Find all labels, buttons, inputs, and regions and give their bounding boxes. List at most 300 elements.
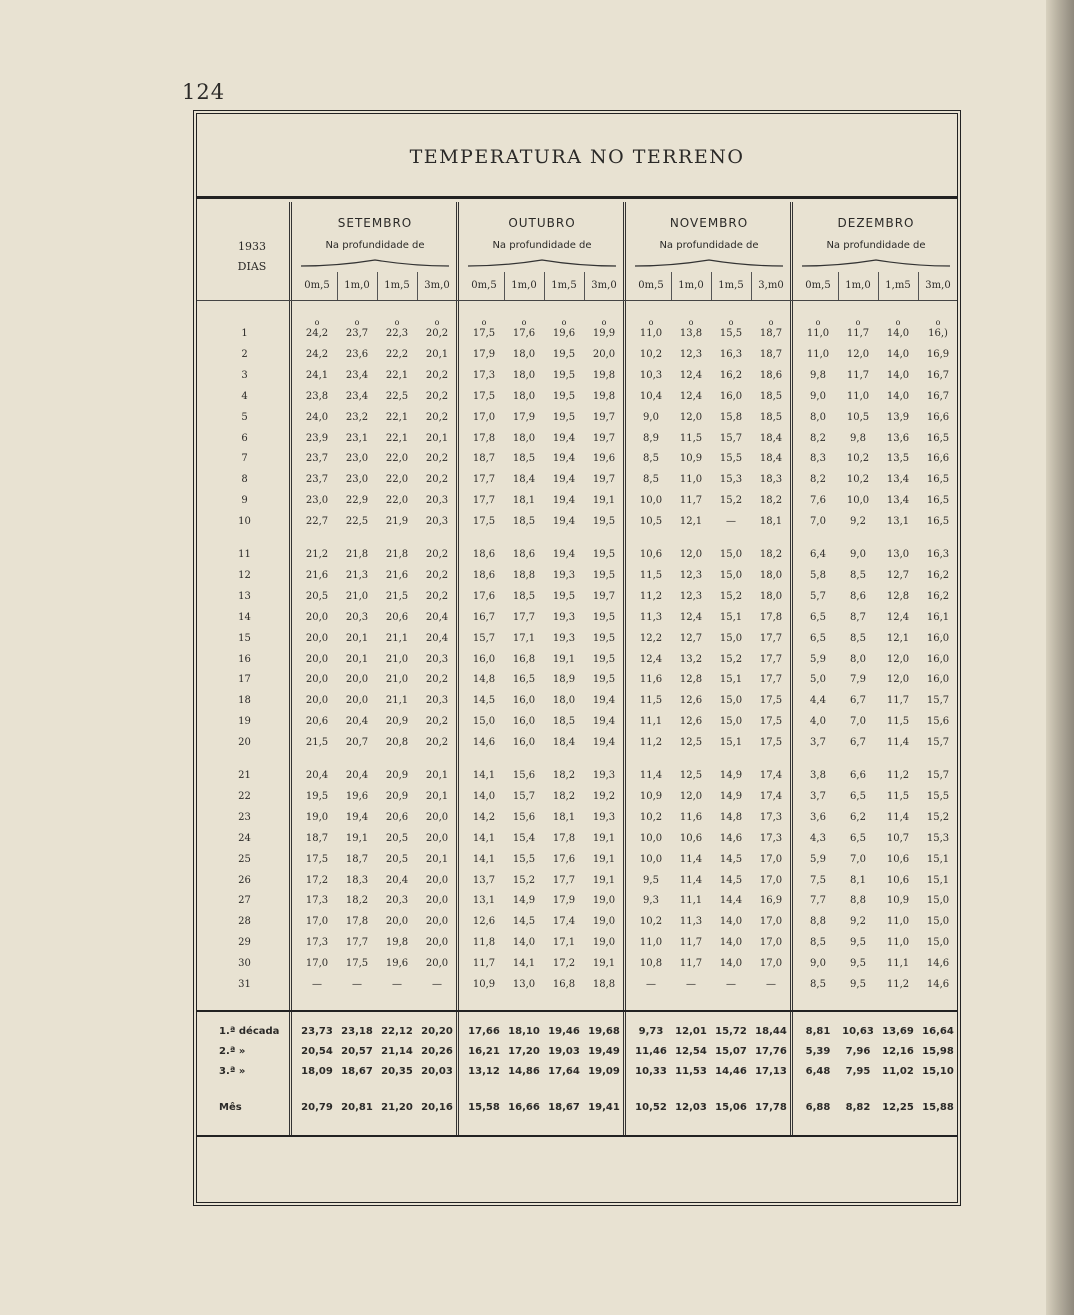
temperature-cell: 8,5 bbox=[850, 632, 866, 644]
temperature-cell: 10,6 bbox=[679, 832, 703, 844]
summary-cell: 18,10 bbox=[508, 1026, 540, 1037]
depth-label: 3m,0 bbox=[925, 280, 951, 291]
temperature-cell: 6,7 bbox=[850, 695, 866, 707]
temperature-cell: 19,5 bbox=[592, 674, 616, 686]
temperature-cell: 16,5 bbox=[926, 495, 950, 507]
degree-mark: o bbox=[895, 318, 901, 327]
summary-cell: 20,81 bbox=[341, 1102, 373, 1113]
temperature-cell: 21,0 bbox=[385, 674, 409, 686]
temperature-cell: 21,1 bbox=[385, 695, 409, 707]
temperature-cell: 18,1 bbox=[552, 811, 576, 823]
temperature-cell: 20,0 bbox=[305, 653, 329, 665]
temperature-cell: 14,8 bbox=[472, 674, 496, 686]
temperature-cell: 10,2 bbox=[846, 453, 870, 465]
temperature-cell: 19,1 bbox=[592, 958, 616, 970]
summary-cell: 19,03 bbox=[548, 1046, 580, 1057]
temperature-cell: 19,4 bbox=[592, 695, 616, 707]
temperature-cell: 7,5 bbox=[810, 874, 826, 886]
temperature-cell: 20,4 bbox=[425, 632, 449, 644]
summary-cell: 17,78 bbox=[755, 1102, 787, 1113]
temperature-cell: 14,6 bbox=[926, 979, 950, 990]
temperature-cell: 14,0 bbox=[886, 348, 910, 360]
temperature-cell: 12,0 bbox=[886, 674, 910, 686]
temperature-cell: 19,7 bbox=[592, 590, 616, 602]
day-number: 8 bbox=[241, 474, 248, 486]
temperature-cell: 10,6 bbox=[886, 874, 910, 886]
temperature-cell: 11,7 bbox=[472, 958, 496, 970]
temperature-cell: 17,3 bbox=[759, 832, 783, 844]
temperature-cell: 12,3 bbox=[679, 348, 703, 360]
temperature-cell: 17,7 bbox=[512, 611, 536, 623]
summary-cell: 11,46 bbox=[635, 1046, 667, 1057]
table-bottom-rule bbox=[197, 1135, 957, 1137]
temperature-cell: 23,0 bbox=[345, 474, 369, 486]
temperature-cell: 11,3 bbox=[639, 611, 663, 623]
temperature-cell: 16,5 bbox=[512, 674, 536, 686]
temperature-cell: 15,0 bbox=[719, 549, 743, 560]
temperature-cell: 17,5 bbox=[759, 716, 783, 728]
summary-cell: 6,48 bbox=[805, 1066, 831, 1077]
summary-cell: 12,54 bbox=[675, 1046, 707, 1057]
temperature-cell: 17,1 bbox=[512, 632, 536, 644]
temperature-cell: 12,2 bbox=[639, 632, 663, 644]
temperature-cell: 10,6 bbox=[886, 853, 910, 865]
temperature-cell: 9,5 bbox=[850, 937, 866, 949]
temperature-cell: 20,0 bbox=[425, 832, 449, 844]
temperature-cell: 15,5 bbox=[926, 790, 950, 802]
temperature-cell: 15,0 bbox=[719, 632, 743, 644]
depth-label: 3m,0 bbox=[424, 280, 450, 291]
temperature-cell: 20,4 bbox=[305, 770, 329, 781]
summary-cell: 7,96 bbox=[845, 1046, 871, 1057]
temperature-cell: 4,4 bbox=[810, 695, 826, 707]
day-number: 13 bbox=[238, 590, 251, 602]
temperature-cell: 22,1 bbox=[385, 432, 409, 444]
temperature-cell: 16,0 bbox=[512, 716, 536, 728]
summary-cell: 22,12 bbox=[381, 1026, 413, 1037]
temperature-cell: 18,6 bbox=[472, 549, 496, 560]
temperature-cell: 17,9 bbox=[472, 348, 496, 360]
temperature-cell: 15,1 bbox=[719, 611, 743, 623]
temperature-cell: 17,7 bbox=[472, 495, 496, 507]
depth-label: 0m,5 bbox=[638, 280, 664, 291]
temperature-cell: 12,6 bbox=[679, 695, 703, 707]
temperature-cell: 13,6 bbox=[886, 432, 910, 444]
degree-mark: o bbox=[434, 318, 440, 327]
temperature-cell: 21,5 bbox=[385, 590, 409, 602]
summary-cell: 18,09 bbox=[301, 1066, 333, 1077]
temperature-cell: 20,2 bbox=[425, 716, 449, 728]
temperature-cell: 8,2 bbox=[810, 432, 826, 444]
temperature-cell: 16,0 bbox=[926, 653, 950, 665]
temperature-cell: 17,8 bbox=[472, 432, 496, 444]
temperature-cell: 23,0 bbox=[305, 495, 329, 507]
temperature-cell: 16,6 bbox=[926, 453, 950, 465]
temperature-cell: 10,7 bbox=[886, 832, 910, 844]
temperature-cell: 12,0 bbox=[679, 790, 703, 802]
dias-label: DIAS bbox=[237, 260, 267, 273]
temperature-cell: 23,4 bbox=[345, 390, 369, 402]
temperature-cell: 17,5 bbox=[759, 695, 783, 707]
degree-mark: o bbox=[815, 318, 821, 327]
temperature-cell: 15,7 bbox=[926, 695, 950, 707]
temperature-cell: 7,0 bbox=[850, 716, 866, 728]
temperature-cell: 20,1 bbox=[425, 790, 449, 802]
temperature-cell: 17,2 bbox=[305, 874, 329, 886]
table-frame bbox=[193, 110, 961, 1206]
temperature-cell: 16,6 bbox=[926, 411, 950, 423]
temperature-cell: 21,8 bbox=[345, 549, 369, 560]
temperature-cell: 9,8 bbox=[850, 432, 866, 444]
temperature-cell: 12,4 bbox=[679, 369, 703, 381]
temperature-cell: 20,3 bbox=[425, 695, 449, 707]
temperature-cell: 13,9 bbox=[886, 411, 910, 423]
temperature-cell: 14,0 bbox=[719, 937, 743, 949]
temperature-cell: 17,4 bbox=[759, 790, 783, 802]
temperature-cell: 15,7 bbox=[719, 432, 743, 444]
temperature-cell: 6,5 bbox=[850, 790, 866, 802]
temperature-cell: 16,0 bbox=[512, 737, 536, 749]
temperature-cell: 20,8 bbox=[385, 737, 409, 749]
temperature-cell: 15,7 bbox=[926, 770, 950, 781]
temperature-cell: 20,0 bbox=[305, 695, 329, 707]
summary-cell: 17,66 bbox=[468, 1026, 500, 1037]
temperature-cell: 11,7 bbox=[679, 958, 703, 970]
summary-cell: 23,18 bbox=[341, 1026, 373, 1037]
temperature-cell: 17,7 bbox=[759, 632, 783, 644]
temperature-cell: 21,8 bbox=[385, 549, 409, 560]
summary-cell: 7,95 bbox=[845, 1066, 871, 1077]
temperature-cell: 22,2 bbox=[385, 348, 409, 360]
summary-cell: 20,79 bbox=[301, 1102, 333, 1113]
summary-cell: 19,09 bbox=[588, 1066, 620, 1077]
temperature-cell: 16,8 bbox=[512, 653, 536, 665]
temperature-cell: — bbox=[726, 979, 736, 990]
temperature-cell: 19,6 bbox=[552, 328, 576, 339]
temperature-cell: 20,9 bbox=[385, 770, 409, 781]
temperature-cell: 7,7 bbox=[810, 895, 826, 907]
temperature-cell: 5,9 bbox=[810, 653, 826, 665]
temperature-cell: 8,7 bbox=[850, 611, 866, 623]
temperature-cell: 12,0 bbox=[886, 653, 910, 665]
temperature-cell: 14,9 bbox=[719, 790, 743, 802]
temperature-cell: 19,8 bbox=[592, 390, 616, 402]
brace-mark bbox=[802, 259, 950, 267]
title-box bbox=[197, 114, 957, 199]
temperature-cell: 17,7 bbox=[472, 474, 496, 486]
temperature-cell: 24,2 bbox=[305, 328, 329, 339]
temperature-cell: 6,6 bbox=[850, 770, 866, 781]
temperature-cell: 15,5 bbox=[512, 853, 536, 865]
temperature-cell: 20,1 bbox=[345, 653, 369, 665]
temperature-cell: 15,7 bbox=[926, 737, 950, 749]
depth-label: 1m,5 bbox=[551, 280, 577, 291]
temperature-cell: 13,5 bbox=[886, 453, 910, 465]
temperature-cell: 6,5 bbox=[810, 632, 826, 644]
summary-cell: 21,20 bbox=[381, 1102, 413, 1113]
temperature-cell: 18,1 bbox=[512, 495, 536, 507]
temperature-cell: 9,3 bbox=[643, 895, 659, 907]
summary-cell: 23,73 bbox=[301, 1026, 333, 1037]
temperature-cell: 8,6 bbox=[850, 590, 866, 602]
temperature-cell: 7,0 bbox=[810, 516, 826, 528]
temperature-cell: 19,5 bbox=[592, 611, 616, 623]
temperature-cell: 14,1 bbox=[472, 832, 496, 844]
temperature-cell: 18,7 bbox=[759, 348, 783, 360]
temperature-cell: 19,5 bbox=[592, 569, 616, 581]
temperature-cell: 11,0 bbox=[639, 328, 663, 339]
temperature-cell: 17,1 bbox=[552, 937, 576, 949]
depth-label: 0m,5 bbox=[805, 280, 831, 291]
temperature-cell: 17,8 bbox=[345, 916, 369, 928]
temperature-cell: 12,7 bbox=[679, 632, 703, 644]
temperature-cell: 11,1 bbox=[679, 895, 703, 907]
temperature-cell: 17,3 bbox=[472, 369, 496, 381]
temperature-cell: 19,3 bbox=[592, 811, 616, 823]
temperature-cell: 18,5 bbox=[512, 453, 536, 465]
temperature-cell: 8,5 bbox=[850, 569, 866, 581]
temperature-cell: 14,6 bbox=[926, 958, 950, 970]
temperature-cell: 11,0 bbox=[806, 328, 830, 339]
temperature-cell: 7,6 bbox=[810, 495, 826, 507]
temperature-cell: 20,2 bbox=[425, 549, 449, 560]
temperature-cell: 11,4 bbox=[639, 770, 663, 781]
depth-label: 1,m5 bbox=[885, 280, 911, 291]
temperature-cell: 16,2 bbox=[926, 569, 950, 581]
temperature-cell: 16,0 bbox=[926, 632, 950, 644]
depth-caption: Na profundidade de bbox=[659, 240, 759, 251]
temperature-cell: 5,8 bbox=[810, 569, 826, 581]
temperature-cell: 19,1 bbox=[592, 874, 616, 886]
temperature-cell: 12,8 bbox=[886, 590, 910, 602]
day-number: 19 bbox=[238, 716, 251, 728]
month-name: DEZEMBRO bbox=[837, 216, 915, 230]
temperature-cell: 19,7 bbox=[592, 411, 616, 423]
temperature-cell: 22,3 bbox=[385, 328, 409, 339]
temperature-cell: 18,0 bbox=[512, 390, 536, 402]
temperature-cell: 7,9 bbox=[850, 674, 866, 686]
temperature-cell: 12,6 bbox=[472, 916, 496, 928]
temperature-cell: 20,0 bbox=[305, 632, 329, 644]
column-divider bbox=[289, 202, 292, 1137]
temperature-cell: 20,2 bbox=[425, 674, 449, 686]
temperature-cell: 11,0 bbox=[806, 348, 830, 360]
temperature-cell: 18,6 bbox=[472, 569, 496, 581]
temperature-cell: 12,4 bbox=[886, 611, 910, 623]
temperature-cell: 16,8 bbox=[552, 979, 576, 990]
summary-cell: 15,10 bbox=[922, 1066, 954, 1077]
temperature-cell: 11,7 bbox=[679, 495, 703, 507]
temperature-cell: 19,4 bbox=[592, 716, 616, 728]
temperature-cell: 15,3 bbox=[926, 832, 950, 844]
temperature-cell: 9,5 bbox=[643, 874, 659, 886]
depth-caption: Na profundidade de bbox=[325, 240, 425, 251]
temperature-cell: 14,5 bbox=[719, 853, 743, 865]
summary-cell: 12,03 bbox=[675, 1102, 707, 1113]
temperature-cell: 16,5 bbox=[926, 516, 950, 528]
temperature-cell: 16,7 bbox=[926, 369, 950, 381]
temperature-cell: 17,0 bbox=[759, 937, 783, 949]
summary-cell: 19,46 bbox=[548, 1026, 580, 1037]
temperature-cell: 12,7 bbox=[886, 569, 910, 581]
depth-caption: Na profundidade de bbox=[492, 240, 592, 251]
temperature-cell: 20,0 bbox=[345, 695, 369, 707]
day-number: 18 bbox=[238, 695, 251, 707]
temperature-cell: 14,1 bbox=[472, 853, 496, 865]
temperature-cell: 19,1 bbox=[592, 495, 616, 507]
summary-cell: 15,98 bbox=[922, 1046, 954, 1057]
temperature-cell: 8,9 bbox=[643, 432, 659, 444]
brace-mark bbox=[468, 259, 616, 267]
day-number: 30 bbox=[238, 958, 251, 970]
temperature-cell: 15,2 bbox=[926, 811, 950, 823]
temperature-cell: 18,0 bbox=[512, 432, 536, 444]
temperature-cell: 8,5 bbox=[643, 474, 659, 486]
temperature-cell: 21,6 bbox=[305, 569, 329, 581]
day-number: 26 bbox=[238, 874, 251, 886]
temperature-cell: 22,0 bbox=[385, 495, 409, 507]
temperature-cell: 21,9 bbox=[385, 516, 409, 528]
temperature-cell: 22,5 bbox=[385, 390, 409, 402]
temperature-cell: 3,7 bbox=[810, 790, 826, 802]
temperature-cell: 12,4 bbox=[679, 390, 703, 402]
temperature-cell: 23,7 bbox=[305, 453, 329, 465]
temperature-cell: 18,2 bbox=[759, 495, 783, 507]
temperature-cell: 23,1 bbox=[345, 432, 369, 444]
depth-label: 0m,5 bbox=[304, 280, 330, 291]
temperature-cell: 19,7 bbox=[592, 474, 616, 486]
temperature-cell: 15,2 bbox=[512, 874, 536, 886]
temperature-cell: 13,8 bbox=[679, 328, 703, 339]
summary-cell: 20,54 bbox=[301, 1046, 333, 1057]
temperature-cell: 20,0 bbox=[425, 811, 449, 823]
temperature-cell: 9,2 bbox=[850, 916, 866, 928]
temperature-cell: 20,3 bbox=[425, 495, 449, 507]
temperature-cell: 19,3 bbox=[552, 632, 576, 644]
degree-mark: o bbox=[935, 318, 941, 327]
temperature-cell: 17,6 bbox=[552, 853, 576, 865]
summary-cell: 21,14 bbox=[381, 1046, 413, 1057]
temperature-cell: 18,2 bbox=[552, 790, 576, 802]
summary-cell: 12,16 bbox=[882, 1046, 914, 1057]
temperature-cell: 14,5 bbox=[472, 695, 496, 707]
temperature-cell: 23,6 bbox=[345, 348, 369, 360]
temperature-cell: 21,1 bbox=[385, 632, 409, 644]
temperature-cell: 15,0 bbox=[472, 716, 496, 728]
temperature-cell: 16,9 bbox=[759, 895, 783, 907]
column-divider bbox=[456, 202, 459, 1137]
temperature-cell: 20,2 bbox=[425, 569, 449, 581]
summary-rule bbox=[197, 1010, 957, 1012]
temperature-cell: 11,0 bbox=[886, 916, 910, 928]
temperature-cell: 13,4 bbox=[886, 495, 910, 507]
temperature-cell: 15,0 bbox=[719, 569, 743, 581]
temperature-cell: 11,0 bbox=[846, 390, 870, 402]
temperature-cell: 19,4 bbox=[552, 495, 576, 507]
temperature-cell: 17,7 bbox=[552, 874, 576, 886]
temperature-cell: 16,9 bbox=[926, 348, 950, 360]
depth-label: 1m,0 bbox=[344, 280, 370, 291]
day-number: 27 bbox=[238, 895, 251, 907]
temperature-cell: 17,7 bbox=[345, 937, 369, 949]
temperature-cell: 22,1 bbox=[385, 411, 409, 423]
temperature-cell: 13,1 bbox=[886, 516, 910, 528]
temperature-cell: 16,1 bbox=[926, 611, 950, 623]
temperature-cell: 18,0 bbox=[759, 569, 783, 581]
temperature-cell: 20,0 bbox=[345, 674, 369, 686]
temperature-cell: 23,9 bbox=[305, 432, 329, 444]
temperature-cell: 10,0 bbox=[639, 495, 663, 507]
temperature-cell: 17,5 bbox=[759, 737, 783, 749]
temperature-cell: 19,9 bbox=[592, 328, 616, 339]
month-name: OUTUBRO bbox=[508, 216, 576, 230]
temperature-cell: 20,2 bbox=[425, 737, 449, 749]
temperature-cell: 10,2 bbox=[639, 916, 663, 928]
temperature-cell: 20,1 bbox=[425, 348, 449, 360]
temperature-cell: 11,5 bbox=[639, 569, 663, 581]
temperature-cell: 17,0 bbox=[305, 916, 329, 928]
temperature-cell: 12,1 bbox=[679, 516, 703, 528]
depth-label: 3,m0 bbox=[758, 280, 784, 291]
temperature-cell: 14,0 bbox=[472, 790, 496, 802]
temperature-cell: 3,6 bbox=[810, 811, 826, 823]
temperature-cell: 22,1 bbox=[385, 369, 409, 381]
temperature-cell: 17,7 bbox=[759, 653, 783, 665]
temperature-cell: 11,2 bbox=[639, 590, 663, 602]
day-number: 15 bbox=[238, 632, 251, 644]
temperature-cell: 19,5 bbox=[552, 390, 576, 402]
header-divider bbox=[197, 300, 957, 301]
temperature-cell: 15,2 bbox=[719, 495, 743, 507]
temperature-cell: 11,5 bbox=[679, 432, 703, 444]
temperature-cell: 11,8 bbox=[472, 937, 496, 949]
temperature-cell: 14,1 bbox=[512, 958, 536, 970]
temperature-cell: 18,4 bbox=[512, 474, 536, 486]
temperature-cell: 22,9 bbox=[345, 495, 369, 507]
temperature-cell: 10,9 bbox=[639, 790, 663, 802]
summary-cell: 10,33 bbox=[635, 1066, 667, 1077]
summary-cell: 16,64 bbox=[922, 1026, 954, 1037]
temperature-cell: 17,3 bbox=[759, 811, 783, 823]
temperature-cell: 6,4 bbox=[810, 549, 826, 560]
day-number: 21 bbox=[238, 770, 251, 781]
temperature-cell: 6,5 bbox=[810, 611, 826, 623]
depth-label: 1m,0 bbox=[511, 280, 537, 291]
temperature-cell: 14,0 bbox=[886, 328, 910, 339]
temperature-cell: 21,6 bbox=[385, 569, 409, 581]
temperature-cell: 6,7 bbox=[850, 737, 866, 749]
temperature-cell: 18,0 bbox=[759, 590, 783, 602]
summary-cell: 15,58 bbox=[468, 1102, 500, 1113]
temperature-cell: 19,1 bbox=[592, 853, 616, 865]
summary-label: 1.ª década bbox=[219, 1026, 280, 1037]
temperature-cell: 15,6 bbox=[512, 811, 536, 823]
temperature-cell: — bbox=[686, 979, 696, 990]
temperature-cell: 8,1 bbox=[850, 874, 866, 886]
summary-cell: 17,20 bbox=[508, 1046, 540, 1057]
temperature-cell: 19,4 bbox=[345, 811, 369, 823]
temperature-cell: 22,7 bbox=[305, 516, 329, 528]
temperature-cell: 17,5 bbox=[472, 390, 496, 402]
temperature-cell: 16,5 bbox=[926, 432, 950, 444]
temperature-cell: 11,1 bbox=[886, 958, 910, 970]
depth-label: 0m,5 bbox=[471, 280, 497, 291]
temperature-cell: 3,7 bbox=[810, 737, 826, 749]
temperature-cell: 19,5 bbox=[305, 790, 329, 802]
temperature-cell: 16,0 bbox=[472, 653, 496, 665]
temperature-cell: 11,0 bbox=[886, 937, 910, 949]
temperature-cell: 20,0 bbox=[425, 916, 449, 928]
